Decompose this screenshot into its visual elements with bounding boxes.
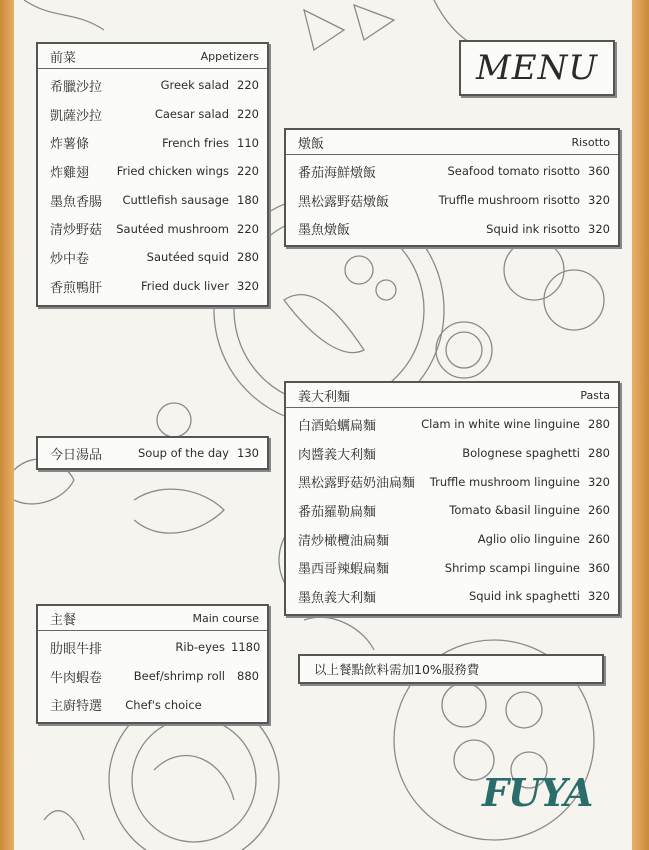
risotto-list <box>286 155 618 245</box>
section-title-en: Pasta <box>580 388 610 402</box>
menu-item: 主廚特選 Chef's choice <box>50 697 202 715</box>
risotto-section <box>284 128 620 247</box>
menu-item: 炸雞翅 Fried chicken wings 220 <box>50 164 259 181</box>
menu-item: 墨魚燉飯 Squid ink risotto 320 <box>298 221 610 239</box>
menu-item: 炒中卷 Sautéed squid 280 <box>50 250 259 267</box>
menu-item: 番茄羅勒扁麵 Tomato &basil linguine 260 <box>298 503 610 520</box>
menu-item: 凱薩沙拉 Caesar salad 220 <box>50 107 259 124</box>
main-course-list <box>38 631 267 722</box>
menu-item: 希臘沙拉 Greek salad 220 <box>50 78 259 95</box>
menu-item: 黑松露野菇燉飯 Truffle mushroom risotto 320 <box>298 193 610 210</box>
menu-item: 肉醬義大利麵 Bolognese spaghetti 280 <box>298 446 610 463</box>
menu-item: 番茄海鮮燉飯 Seafood tomato risotto 360 <box>298 164 610 181</box>
section-title-zh: 前菜 <box>50 50 77 66</box>
wood-edge-right <box>632 0 649 850</box>
section-header <box>286 130 618 155</box>
menu-item-soup: 今日湯品 Soup of the day 130 <box>50 446 259 463</box>
section-title-zh: 主餐 <box>50 612 77 628</box>
pasta-list <box>286 408 618 614</box>
soup-section <box>36 436 269 470</box>
menu-item: 清炒橄欖油扁麵 Aglio olio linguine 260 <box>298 532 610 549</box>
menu-item: 炸薯條 French fries 110 <box>50 135 259 153</box>
section-header <box>286 383 618 408</box>
wood-edge-left <box>0 0 14 850</box>
section-header <box>38 606 267 631</box>
menu-title: MENU <box>459 40 615 96</box>
appetizers-list <box>38 69 267 305</box>
menu-item: 黑松露野菇奶油扁麵 Truffle mushroom linguine 320 <box>298 474 610 492</box>
brand-logo: FUYA <box>482 770 593 815</box>
menu-item: 牛肉蝦卷 Beef/shrimp roll 880 <box>50 669 259 686</box>
menu-item: 肋眼牛排 Rib-eyes 1180 <box>50 640 261 657</box>
menu-item: 墨魚香腸 Cuttlefish sausage 180 <box>50 193 259 210</box>
main-course-section <box>36 604 269 724</box>
section-title-zh: 義大利麵 <box>298 389 351 405</box>
menu-item: 清炒野菇 Sautéed mushroom 220 <box>50 221 259 239</box>
section-header <box>38 44 267 69</box>
section-title-en: Main course <box>192 611 259 625</box>
section-title-en: Appetizers <box>200 49 259 63</box>
appetizers-section <box>36 42 269 307</box>
section-title-zh: 燉飯 <box>298 136 325 152</box>
section-title-en: Risotto <box>571 135 610 149</box>
menu-item: 香煎鴨肝 Fried duck liver 320 <box>50 279 259 296</box>
menu-item: 墨西哥辣蝦扁麵 Shrimp scampi linguine 360 <box>298 560 610 578</box>
menu-item: 白酒蛤蠣扁麵 Clam in white wine linguine 280 <box>298 417 610 434</box>
pasta-section <box>284 381 620 616</box>
menu-item: 墨魚義大利麵 Squid ink spaghetti 320 <box>298 589 610 606</box>
menu-paper <box>14 0 632 850</box>
service-charge-notice: 以上餐點飲料需加10%服務費 <box>298 654 604 684</box>
